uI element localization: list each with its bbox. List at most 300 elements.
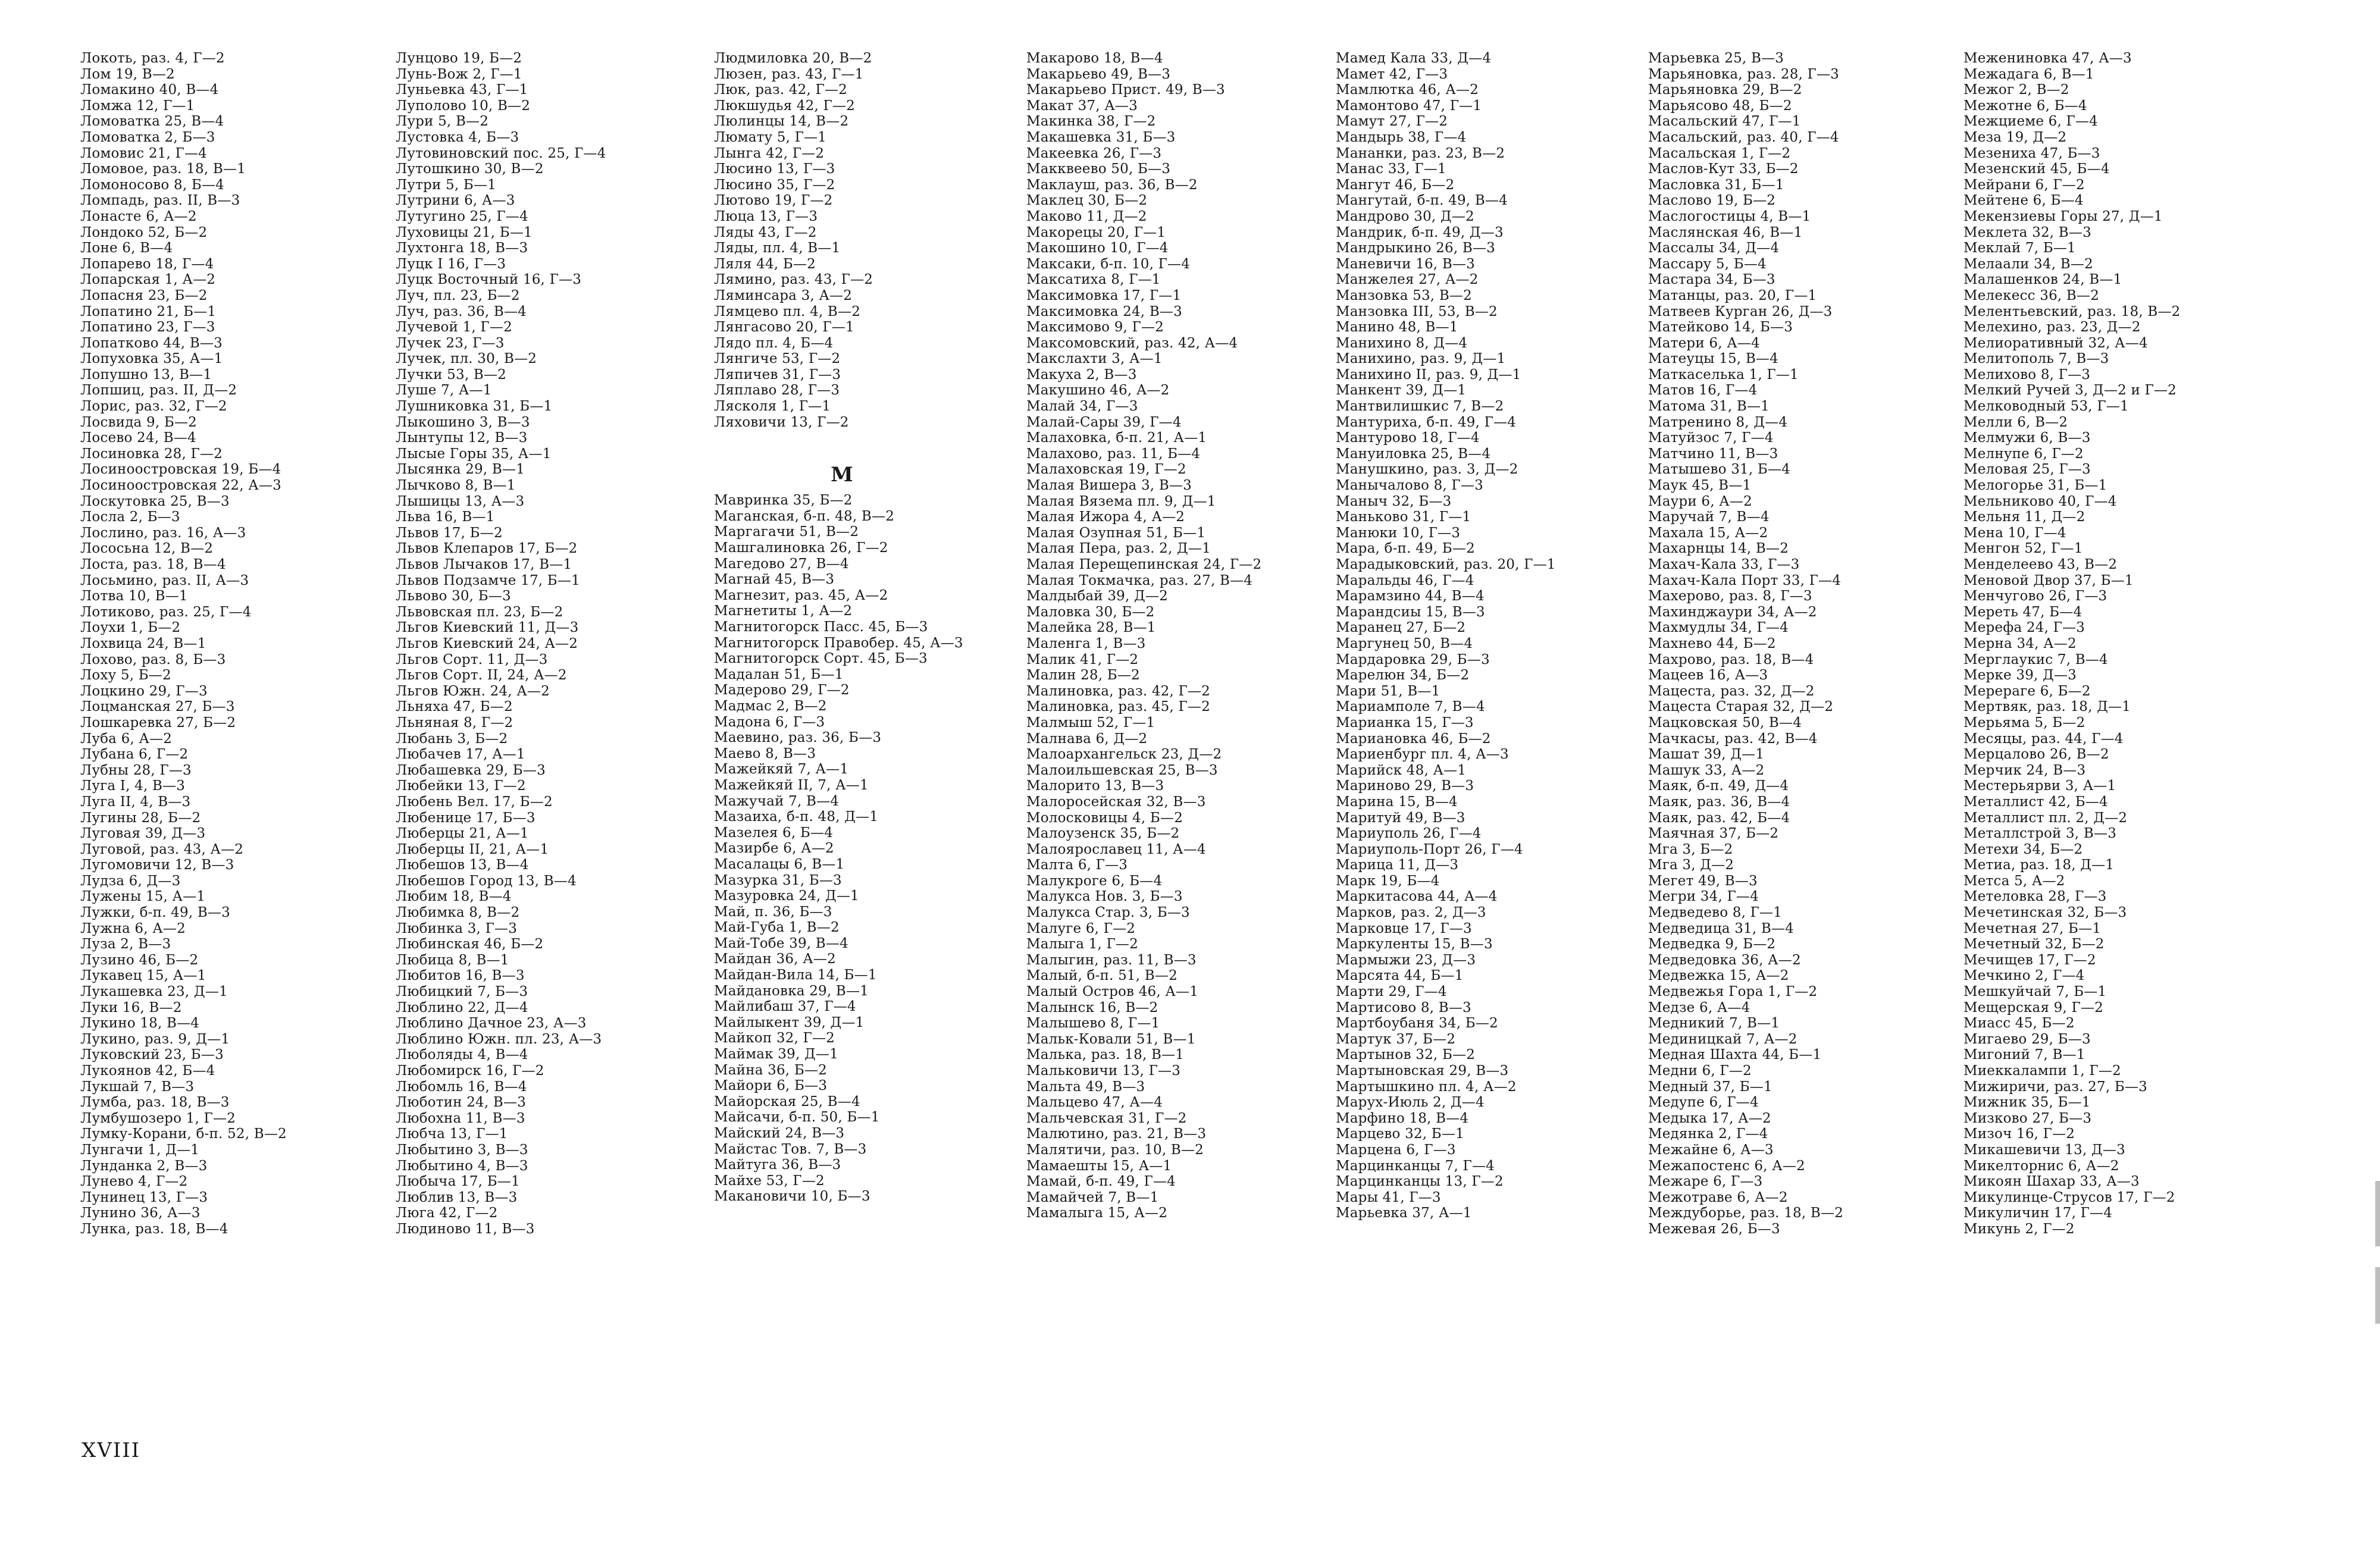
index-entry: Матери 6, А—4 [1648,335,1760,351]
index-entry: Меклай 7, Б—1 [1964,240,2076,256]
index-entry: Марцинканцы 7, Г—4 [1336,1158,1495,1174]
index-entry: Лошкаревка 27, Б—2 [80,714,236,731]
index-entry: Марьевка 37, А—1 [1336,1205,1472,1221]
index-entry: Миеккалампи 1, Г—2 [1964,1063,2121,1079]
index-entry: Матеуцы 15, В—4 [1648,351,1778,367]
index-entry: Махач-Кала Порт 33, Г—4 [1648,572,1842,588]
index-entry: Лядо пл. 4, Б—4 [714,335,834,351]
index-entry: Мертвяк, раз. 18, Д—1 [1964,699,2131,715]
index-entry: Максатиха 8, Г—1 [1026,272,1161,288]
index-entry: Малаховка, б-п. 21, А—1 [1026,430,1207,446]
index-entry: Мардаровка 29, Б—3 [1336,651,1490,667]
index-entry: Любимка 8, В—2 [396,905,520,921]
index-entry: Лукавец 15, А—1 [80,968,206,984]
index-entry: Люлинцы 14, В—2 [714,114,849,130]
index-entry: Матанцы, раз. 20, Г—1 [1648,287,1817,303]
index-entry: Любашевка 29, Б—3 [396,762,546,778]
index-entry: Льгов Киевский 24, А—2 [396,635,578,651]
index-entry: Матчино 11, В—3 [1648,446,1778,462]
index-entry: Марина 15, В—4 [1336,794,1458,810]
index-entry: Лустовка 4, Б—3 [396,129,519,145]
index-entry: Межотне 6, Б—4 [1964,98,2087,114]
index-entry: Маневичи 16, В—3 [1336,256,1475,272]
index-entry: Льгов Сорт. 11, Д—3 [396,651,548,667]
index-entry: Малаховская 19, Г—2 [1026,462,1186,478]
index-entry: Местерьярви 3, А—1 [1964,778,2116,794]
index-entry: Мигоний 7, В—1 [1964,1047,2085,1063]
index-entry: Люга 42, Г—2 [396,1205,498,1221]
index-entry: Малая Озупная 51, Б—1 [1026,525,1206,541]
index-entry: Луцк I 16, Г—3 [396,256,506,272]
index-entry: Макквеево 50, Б—3 [1026,161,1171,177]
index-entry: Махач-Кала 33, Г—3 [1648,557,1800,572]
index-entry: Макарьево Прист. 49, В—3 [1026,82,1225,98]
index-entry: Лумку-Корани, б-п. 52, В—2 [80,1126,287,1142]
index-entry: Мариуполь 26, Г—4 [1336,826,1482,842]
index-entry: Максимовка 24, В—3 [1026,303,1182,319]
index-entry: Макушино 46, А—2 [1026,383,1170,399]
index-entry: Любомирск 16, Г—2 [396,1063,544,1079]
index-entry: Марк 19, Б—4 [1336,873,1440,889]
index-entry: Малорито 13, В—3 [1026,778,1164,794]
index-entry: Мелкий Ручей 3, Д—2 и Г—2 [1964,383,2177,399]
index-entry: Медведовка 36, А—2 [1648,952,1801,968]
index-entry: Межог 2, В—2 [1964,82,2069,98]
index-entry: Мезениха 47, Б—3 [1964,145,2100,161]
index-entry: Любытино 3, В—3 [396,1142,528,1158]
index-entry: Луга II, 4, В—3 [80,794,191,810]
index-entry: Львов Подзамче 17, Б—1 [396,572,580,588]
index-entry: Львовская пл. 23, Б—2 [396,604,563,620]
index-entry: Марковце 17, Г—3 [1336,920,1472,936]
index-entry: Лом 19, В—2 [80,66,175,82]
index-entry: Марица 11, Д—3 [1336,857,1459,873]
index-entry: Лынга 42, Г—2 [714,145,825,161]
index-entry: Лосиноостровская 19, Б—4 [80,462,281,478]
index-entry: Максаки, б-п. 10, Г—4 [1026,256,1191,272]
index-entry: Махмудлы 34, Г—4 [1648,620,1789,636]
index-entry: Марамзино 44, В—4 [1336,588,1485,604]
index-entry: Лосиновка 28, Г—2 [80,446,223,462]
index-entry: Любица 8, В—1 [396,952,509,968]
index-entry: Мелководный 53, Г—1 [1964,399,2129,415]
index-entry: Лучек, пл. 30, В—2 [396,351,537,367]
index-entry: Мананки, раз. 23, В—2 [1336,145,1505,161]
index-entry: Мариново 29, В—3 [1336,778,1474,794]
index-entry: Макановичи 10, Б—3 [714,1189,870,1205]
index-entry: Лоху 5, Б—2 [80,667,171,684]
index-entry: Мелиоративный 32, А—4 [1964,335,2148,351]
index-entry: Маткаселька 1, Г—1 [1648,366,1799,383]
index-entry: Льняха 47, Б—2 [396,699,513,715]
index-entry: Мандрово 30, Д—2 [1336,208,1474,224]
scan-edge-mark [2375,1267,2380,1324]
index-entry: Лутри 5, Б—1 [396,177,497,193]
index-entry: Мандрик, б-п. 49, Д—3 [1336,224,1504,240]
index-entry: Маныч 32, Б—3 [1336,493,1452,509]
index-entry: Манзовка 53, В—2 [1336,287,1472,303]
index-entry: Магнетиты 1, А—2 [714,603,853,619]
index-entry: Манас 33, Г—1 [1336,161,1446,177]
index-entry: Мегет 49, В—3 [1648,873,1758,889]
index-entry: Лоухи 1, Б—2 [80,620,181,636]
index-entry: Лянгиче 53, Г—2 [714,351,841,367]
index-entry: Малай 34, Г—3 [1026,399,1138,415]
index-entry: Мармыжи 23, Д—3 [1336,952,1476,968]
index-entry: Медный 37, Б—1 [1648,1079,1773,1095]
index-entry: Мельниково 40, Г—4 [1964,493,2117,509]
index-entry: Ломоватка 25, В—4 [80,114,224,130]
index-entry: Маритуй 49, В—3 [1336,810,1465,826]
index-entry: Майтуга 36, В—3 [714,1157,841,1173]
index-entry: Людмиловка 20, В—2 [714,51,872,66]
index-entry: Май-Губа 1, В—2 [714,920,840,936]
index-entry: Майна 36, Б—2 [714,1062,827,1078]
index-entry: Малыгин, раз. 11, В—3 [1026,952,1197,968]
index-entry: Мальцево 47, А—4 [1026,1095,1163,1111]
index-entry: Люсино 35, Г—2 [714,177,835,193]
index-entry: Мга 3, Б—2 [1648,841,1733,857]
index-entry: Лорис, раз. 32, Г—2 [80,399,227,415]
index-entry: Лунь-Вож 2, Г—1 [396,66,522,82]
index-entry: Лондоко 52, Б—2 [80,224,208,240]
index-entry: Марьяновка, раз. 28, Г—3 [1648,66,1840,82]
index-entry: Лугины 28, Б—2 [80,810,201,826]
index-entry: Маево 8, В—3 [714,745,816,761]
index-entry: Майлыкент 39, Д—1 [714,1014,865,1030]
index-entry: Луховицы 21, Б—1 [396,224,533,240]
index-entry: Лянгасово 20, Г—1 [714,319,854,336]
index-entry: Миасс 45, Б—2 [1964,1016,2075,1032]
index-entry: Метеловка 28, Г—3 [1964,889,2107,905]
index-entry: Мацеста Старая 32, Д—2 [1648,699,1834,715]
index-entry: Мазирбе 6, А—2 [714,841,834,857]
index-entry: Мигаево 29, Б—3 [1964,1031,2091,1047]
index-entry: Львов Клепаров 17, Б—2 [396,541,578,557]
index-entry: Мерчик 24, В—3 [1964,762,2086,778]
index-entry: Луговой, раз. 43, А—2 [80,841,244,857]
index-entry: Максимово 9, Г—2 [1026,319,1164,336]
index-entry: Маргунец 50, В—4 [1336,635,1473,651]
index-entry: Манихино, раз. 9, Д—1 [1336,351,1506,367]
index-entry: Мацковская 50, В—4 [1648,714,1802,731]
index-entry: Люблино 22, Д—4 [396,999,528,1016]
index-entry: Мамонтово 47, Г—1 [1336,98,1482,114]
index-entry: Малукса Нов. 3, Б—3 [1026,889,1183,905]
index-entry: Махинджаури 34, А—2 [1648,604,1817,620]
index-entry: Мальчевская 31, Г—2 [1026,1110,1187,1126]
index-entry: Ляховичи 13, Г—2 [714,414,849,430]
index-entry: Лутовиновский пос. 25, Г—4 [396,145,606,161]
index-entry: Луки 16, В—2 [80,999,182,1016]
index-entry: Малый, б-п. 51, В—2 [1026,968,1178,984]
index-entry: Металлстрой 3, В—3 [1964,826,2117,842]
index-entry: Маук 45, В—1 [1648,478,1752,494]
index-entry: Льгов Сорт. II, 24, А—2 [396,667,567,684]
index-entry: Мезенский 45, Б—4 [1964,161,2110,177]
index-entry: Малька, раз. 18, В—1 [1026,1047,1185,1063]
index-entry: Любитов 16, В—3 [396,968,525,984]
index-entry: Лосиноостровская 22, А—3 [80,478,281,494]
index-entry: Мариановка 46, Б—2 [1336,731,1491,747]
index-entry: Медыка 17, А—2 [1648,1110,1771,1126]
index-entry: Малынск 16, В—2 [1026,999,1158,1016]
index-entry: Лунданка 2, В—3 [80,1158,208,1174]
index-entry: Лукашевка 23, Д—1 [80,984,228,1000]
index-entry: Марков, раз. 2, Д—3 [1336,905,1486,921]
index-entry: Манихино 8, Д—4 [1336,335,1468,351]
index-entry: Ляля 44, Б—2 [714,256,816,272]
index-entry: Матуйзос 7, Г—4 [1648,430,1774,446]
index-entry: Мейрани 6, Г—2 [1964,177,2085,193]
index-entry: Малуге 6, Г—2 [1026,920,1136,936]
index-entry: Лышицы 13, А—3 [396,493,525,509]
index-entry: Мерцалово 26, В—2 [1964,747,2109,763]
index-column-6 [1648,51,1952,1237]
index-entry: Майкоп 32, Г—2 [714,1030,835,1046]
index-entry: Мерефа 24, Г—3 [1964,620,2085,636]
index-column-1 [80,51,384,1237]
index-entry: Медная Шахта 44, Б—1 [1648,1047,1822,1063]
index-entry: Манушкино, раз. 3, Д—2 [1336,462,1518,478]
index-entry: Маргагачи 51, В—2 [714,524,859,540]
index-entry: Мадалан 51, Б—1 [714,666,844,682]
index-entry: Любинка 3, Г—3 [396,920,518,936]
index-column-7 [1964,51,2267,1237]
index-entry: Мандырь 38, Г—4 [1336,129,1467,145]
index-entry: Лопушно 13, В—1 [80,366,212,383]
index-entry: Махнево 44, Б—2 [1648,635,1776,651]
index-entry: Люмату 5, Г—1 [714,129,827,145]
index-entry: Маяк, раз. 36, В—4 [1648,794,1790,810]
index-entry: Люберцы II, 21, А—1 [396,841,549,857]
index-entry: Масальский, раз. 40, Г—4 [1648,129,1839,145]
index-entry: Масловка 31, Б—1 [1648,177,1784,193]
index-entry: Маручай 7, В—4 [1648,509,1770,525]
index-entry: Любытино 4, В—3 [396,1158,528,1174]
index-entry: Ляминсара 3, А—2 [714,287,853,303]
index-entry: Малоархангельск 23, Д—2 [1026,747,1222,763]
index-entry: Льгов Киевский 11, Д—3 [396,620,579,636]
index-entry: Мечетный 32, Б—2 [1964,936,2105,952]
index-entry: Мартышкино пл. 4, А—2 [1336,1079,1517,1095]
index-entry: Мешкуйчай 7, Б—1 [1964,984,2107,1000]
index-entry: Максомовский, раз. 42, А—4 [1026,335,1238,351]
index-entry: Микашевичи 13, Д—3 [1964,1142,2125,1158]
index-entry: Междуборье, раз. 18, В—2 [1648,1205,1844,1221]
index-entry: Малятичи, раз. 10, В—2 [1026,1142,1204,1158]
index-entry: Маклауш, раз. 36, В—2 [1026,177,1198,193]
index-entry: Махала 15, А—2 [1648,525,1768,541]
index-entry: Мелли 6, В—2 [1964,414,2068,430]
index-entry: Макуха 2, В—3 [1026,366,1137,383]
index-entry: Ломоносово 8, Б—4 [80,177,224,193]
index-entry: Малмыш 52, Г—1 [1026,714,1155,731]
index-entry: Лопатково 44, В—3 [80,335,223,351]
index-entry: Луч, пл. 23, Б—2 [396,287,520,303]
index-entry: Марадыковский, раз. 20, Г—1 [1336,557,1556,572]
index-entry: Медупе 6, Г—4 [1648,1095,1759,1111]
index-entry: Лоста, раз. 18, В—4 [80,557,226,572]
index-entry: Лосьмино, раз. II, А—3 [80,572,249,588]
index-entry: Мерглаукис 7, В—4 [1964,651,2108,667]
index-entry: Лухтонга 18, В—3 [396,240,528,256]
index-entry: Мейтене 6, Б—4 [1964,193,2084,209]
index-entry: Мелаали 34, В—2 [1964,256,2093,272]
index-entry: Меловая 25, Г—3 [1964,462,2091,478]
index-entry: Матвеев Курган 26, Д—3 [1648,303,1833,319]
index-entry: Маранец 27, Б—2 [1336,620,1466,636]
index-entry: Мангутай, б-п. 49, В—4 [1336,193,1508,209]
index-entry: Маральды 46, Г—4 [1336,572,1474,588]
index-entry: Мачкасы, раз. 42, В—4 [1648,731,1818,747]
index-entry: Маркуленты 15, В—3 [1336,936,1493,952]
index-entry: Любешов 13, В—4 [396,857,529,873]
index-entry: Мажучай 7, В—4 [714,793,840,809]
index-entry: Медянка 2, Г—4 [1648,1126,1768,1142]
index-entry: Майский 24, В—3 [714,1126,845,1141]
index-entry: Лучевой 1, Г—2 [396,319,512,336]
index-entry: Межевая 26, Б—3 [1648,1221,1780,1237]
index-entry: Луба 6, А—2 [80,731,173,747]
index-entry: Машгалиновка 26, Г—2 [714,540,888,556]
index-entry: Макарьево 49, В—3 [1026,66,1171,82]
index-entry: Лопарево 18, Г—4 [80,256,214,272]
index-entry: Межотраве 6, А—2 [1648,1189,1788,1205]
index-entry: Маячная 37, Б—2 [1648,826,1779,842]
index-entry: Макинка 38, Г—2 [1026,114,1156,130]
index-entry: Макарово 18, В—4 [1026,51,1163,66]
index-entry: Максимовка 17, Г—1 [1026,287,1182,303]
index-entry: Манино 48, В—1 [1336,319,1458,336]
index-entry: Люблино Дачное 23, А—3 [396,1016,587,1032]
index-entry: Мелитополь 7, В—3 [1964,351,2109,367]
index-entry: Лутугино 25, Г—4 [396,208,528,224]
index-entry: Магедово 27, В—4 [714,556,849,572]
index-entry: Маймак 39, Д—1 [714,1046,838,1063]
index-entry: Луга I, 4, В—3 [80,778,186,794]
index-entry: Малая Токмачка, раз. 27, В—4 [1026,572,1253,588]
index-entry: Лумба, раз. 18, В—3 [80,1095,230,1111]
index-entry: Маленга 1, В—3 [1026,635,1146,651]
index-entry: Любачев 17, А—1 [396,747,525,763]
index-entry: Мартбоубаня 34, Б—2 [1336,1016,1498,1032]
index-entry: Люберцы 21, А—1 [396,826,529,842]
index-entry: Мастара 34, Б—3 [1648,272,1775,288]
index-entry: Малин 28, Б—2 [1026,667,1140,684]
index-entry: Мамед Кала 33, Д—4 [1336,51,1492,66]
index-entry: Мадмас 2, В—2 [714,698,827,714]
index-entry: Любенице 17, Б—3 [396,810,536,826]
index-entry: Ляпичев 31, Г—3 [714,366,841,383]
index-entry: Лунинец 13, Г—3 [80,1189,208,1205]
section-letter: М [831,463,853,487]
index-entry: Малая Вязема пл. 9, Д—1 [1026,493,1216,509]
index-entry: Макорецы 20, Г—1 [1026,224,1166,240]
index-entry: Лопуховка 35, А—1 [80,351,223,367]
index-entry: Макеевка 26, Г—3 [1026,145,1162,161]
index-entry: Лосево 24, В—4 [80,430,196,446]
index-entry: Луполово 10, В—2 [396,98,531,114]
index-entry: Льгов Южн. 24, А—2 [396,683,550,699]
index-entry: Магнай 45, В—3 [714,572,835,588]
index-entry: Лосла 2, Б—3 [80,509,180,525]
index-entry: Луза 2, В—3 [80,936,171,952]
index-entry: Медвежья Гора 1, Г—2 [1648,984,1818,1000]
index-entry: Лунцово 19, Б—2 [396,51,522,66]
index-entry: Марьясово 48, Б—2 [1648,98,1792,114]
index-entry: Мелихово 8, Г—3 [1964,366,2091,383]
index-entry: Медникий 7, В—1 [1648,1016,1780,1032]
index-entry: Любень Вел. 17, Б—2 [396,794,553,810]
index-entry: Люботин 24, В—3 [396,1095,527,1111]
index-entry: Мальк-Ковали 51, В—1 [1026,1031,1196,1047]
index-entry: Мерке 39, Д—3 [1964,667,2077,684]
index-entry: Малнава 6, Д—2 [1026,731,1148,747]
index-entry: Микелторнис 6, А—2 [1964,1158,2119,1174]
index-entry: Лукино, раз. 9, Д—1 [80,1031,230,1047]
index-entry: Лысянка 29, В—1 [396,462,525,478]
index-entry: Ломовое, раз. 18, В—1 [80,161,246,177]
index-entry: Майхе 53, Г—2 [714,1173,825,1189]
index-entry: Медвежка 15, А—2 [1648,968,1789,984]
index-entry: Лопарская 1, А—2 [80,272,216,288]
index-entry: Медведево 8, Г—1 [1648,905,1783,921]
index-entry: Макслахти 3, А—1 [1026,351,1163,367]
index-entry: Люца 13, Г—3 [714,208,818,224]
index-entry: Мелекесс 36, В—2 [1964,287,2100,303]
index-entry: Львово 30, Б—3 [396,588,511,604]
index-entry: Мацеста, раз. 32, Д—2 [1648,683,1815,699]
index-entry: Май-Тобе 39, В—4 [714,935,848,951]
index-entry: Марцево 32, Б—1 [1336,1126,1464,1142]
index-entry: Малукроге 6, Б—4 [1026,873,1163,889]
index-entry: Мизково 27, Б—3 [1964,1110,2092,1126]
index-entry: Метса 5, А—2 [1964,873,2065,889]
index-entry: Мазаиха, б-п. 48, Д—1 [714,809,879,825]
index-entry: Лузино 46, Б—2 [80,952,199,968]
index-entry: Лутрини 6, А—3 [396,193,515,209]
index-entry: Маркитасова 44, А—4 [1336,889,1498,905]
index-entry: Меза 19, Д—2 [1964,129,2067,145]
index-entry: Малейка 28, В—1 [1026,620,1156,636]
index-entry: Мамлютка 46, А—2 [1336,82,1479,98]
index-entry: Махрово, раз. 18, В—4 [1648,651,1814,667]
index-entry: Меклета 32, В—3 [1964,224,2091,240]
index-entry: Менгон 52, Г—1 [1964,541,2083,557]
index-entry: Мизоч 16, Г—2 [1964,1126,2075,1142]
index-entry: Лясколя 1, Г—1 [714,399,831,415]
index-entry: Медведица 31, В—4 [1648,920,1795,936]
index-entry: Лугомовичи 12, В—3 [80,857,234,873]
index-entry: Лопатино 23, Г—3 [80,319,215,336]
index-entry: Любейки 13, Г—2 [396,778,526,794]
index-entry: Медни 6, Г—2 [1648,1063,1752,1079]
index-entry: Марандсиы 15, В—3 [1336,604,1485,620]
index-entry: Магнитогорск Сорт. 45, Б—3 [714,651,928,667]
index-entry: Мереть 47, Б—4 [1964,604,2082,620]
index-entry: Маганская, б-п. 48, В—2 [714,508,895,524]
index-entry: Люзен, раз. 43, Г—1 [714,66,864,82]
index-entry: Матышево 31, Б—4 [1648,462,1791,478]
index-entry: Малукса Стар. 3, Б—3 [1026,905,1190,921]
index-entry: Мариамполе 7, В—4 [1336,699,1485,715]
index-entry: Масалацы 6, В—1 [714,856,845,872]
index-entry: Манюки 10, Г—3 [1336,525,1461,541]
index-entry: Май, п. 36, Б—3 [714,904,832,920]
index-entry: Лютово 19, Г—2 [714,193,833,209]
index-entry: Луч, раз. 36, В—4 [396,303,527,319]
